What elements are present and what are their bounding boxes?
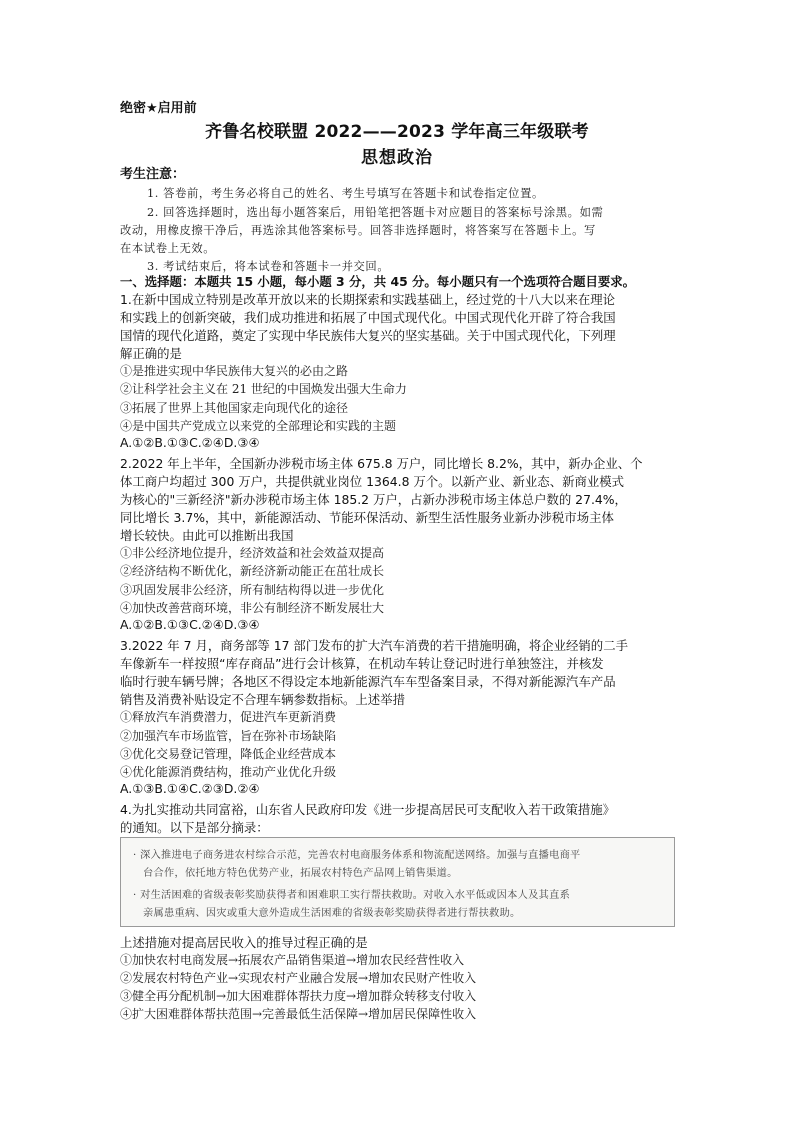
policy-excerpt-box — [120, 837, 675, 927]
q2-stem-line: 同比增长 3.7%，其中，新能源活动、节能环保活动、新型生活性服务业新办涉税市场主体 — [120, 510, 614, 525]
excerpt-line: 亲属患重病、因灾或重大意外造成生活困难的省级表彰奖励获得者进行帮扶救助。 — [143, 908, 521, 919]
q3-option: ②加强汽车市场监管，旨在弥补市场缺陷 — [120, 729, 337, 743]
q1-stem-line: 解正确的是 — [120, 346, 182, 361]
secret-label: 绝密★启用前 — [120, 101, 197, 116]
q1-option: ①是推进实现中华民族伟大复兴的必由之路 — [120, 364, 349, 378]
q4-stem-line: 的通知。以下是部分摘录： — [120, 820, 269, 835]
q1-choices: A.①②B.①③C.②④D.③④ — [120, 435, 260, 450]
q4-option: ④扩大困难群体帮扶范围→完善最低生活保障→增加居民保障性收入 — [120, 1007, 477, 1021]
q1-stem-line: 国情的现代化道路，奠定了实现中华民族伟大复兴的坚实基础。关于中国式现代化，下列理 — [120, 328, 616, 343]
notice-line: 改动，用橡皮擦干净后，再选涂其他答案标号。回答非选择题时，将答案写在答题卡上。写 — [120, 224, 596, 237]
q1-option: ②让科学社会主义在 21 世纪的中国焕发出强大生命力 — [120, 382, 407, 396]
q4-option: ③健全再分配机制→加大困难群体帮扶力度→增加群众转移支付收入 — [120, 989, 477, 1003]
q3-stem-line: 3.2022 年 7 月，商务部等 17 部门发布的扩大汽车消费的若干措施明确，将企业经销的二手 — [120, 638, 628, 653]
subject-title: 思想政治 — [361, 148, 433, 168]
q2-option: ②经济结构不断优化，新经济新动能正在茁壮成长 — [120, 564, 385, 578]
q3-option: ③优化交易登记管理，降低企业经营成本 — [120, 747, 337, 761]
q2-stem-line: 为核心的"三新经济"新办涉税市场主体 185.2 万户，占新办涉税市场主体总户数的 27.4%， — [120, 492, 627, 507]
q1-option: ④是中国共产党成立以来党的全部理论和实践的主题 — [120, 419, 397, 433]
q3-choices: A.①③B.①④C.②③D.②④ — [120, 781, 260, 796]
q2-stem-line: 体工商户均超过 300 万户，共提供就业岗位 1364.8 万个。以新产业、新业态、新商业模式 — [120, 474, 625, 489]
exam-title: 齐鲁名校联盟 2022——2023 学年高三年级联考 — [205, 122, 589, 142]
q2-stem-line: 2.2022 年上半年，全国新办涉税市场主体 675.8 万户，同比增长 8.2%，其中，新办企业、个 — [120, 456, 643, 471]
q2-option: ③巩固发展非公经济，所有制结构得以进一步优化 — [120, 583, 385, 597]
q3-stem-line: 销售及消费补贴设定不合理车辆参数指标。上述举措 — [120, 692, 405, 707]
q1-stem-line: 和实践上的创新突破，我们成功推进和拓展了中国式现代化。中国式现代化开辟了符合我国 — [120, 310, 616, 325]
q3-option: ④优化能源消费结构，推动产业优化升级 — [120, 765, 337, 779]
q2-choices: A.①②B.①③C.②④D.③④ — [120, 617, 260, 632]
q1-option: ③拓展了世界上其他国家走向现代化的途径 — [120, 401, 349, 415]
excerpt-line: · 深入推进电子商务进农村综合示范，完善农村电商服务体系和物流配送网络。加强与直播电商平 — [133, 850, 581, 861]
notice-line: 3. 考试结束后，将本试卷和答题卡一并交回。 — [147, 260, 390, 273]
notice-line: 在本试卷上无效。 — [120, 242, 216, 255]
q2-option: ①非公经济地位提升，经济效益和社会效益双提高 — [120, 546, 385, 560]
q2-option: ④加快改善营商环境，非公有制经济不断发展壮大 — [120, 601, 385, 615]
q4-question: 上述措施对提高居民收入的推导过程正确的是 — [120, 935, 368, 950]
excerpt-line: · 对生活困难的省级表彰奖励获得者和困难职工实行帮扶救助。对收入水平低或因本人及其直系 — [133, 890, 571, 901]
section-heading: 一、选择题：本题共 15 小题，每小题 3 分，共 45 分。每小题只有一个选项符合题目要求。 — [120, 274, 636, 289]
q2-stem-line: 增长较快。由此可以推断出我国 — [120, 528, 294, 543]
q4-option: ②发展农村特色产业→实现农村产业融合发展→增加农民财产性收入 — [120, 971, 477, 985]
q3-option: ①释放汽车消费潜力，促进汽车更新消费 — [120, 710, 337, 724]
q3-stem-line: 车像新车一样按照“库存商品”进行会计核算，在机动车转让登记时进行单独签注，并核发 — [120, 656, 604, 671]
q4-option: ①加快农村电商发展→拓展农产品销售渠道→增加农民经营性收入 — [120, 953, 465, 967]
notice-line: 1. 答卷前，考生务必将自己的姓名、考生号填写在答题卡和试卷指定位置。 — [147, 187, 544, 200]
q4-stem-line: 4.为扎实推动共同富裕，山东省人民政府印发《进一步提高居民可支配收入若干政策措施》 — [120, 802, 616, 817]
notice-line: 2. 回答选择题时，选出每小题答案后，用铅笔把答题卡对应题目的答案标号涂黑。如需 — [147, 206, 604, 219]
q3-stem-line: 临时行驶车辆号牌；各地区不得设定本地新能源汽车车型备案目录，不得对新能源汽车产品 — [120, 674, 616, 689]
excerpt-line: 台合作，依托地方特色优势产业，拓展农村特色产品网上销售渠道。 — [143, 868, 458, 879]
q1-stem-line: 1.在新中国成立特别是改革开放以来的长期探索和实践基础上，经过党的十八大以来在理论 — [120, 292, 616, 307]
notice-heading: 考生注意： — [120, 167, 186, 182]
